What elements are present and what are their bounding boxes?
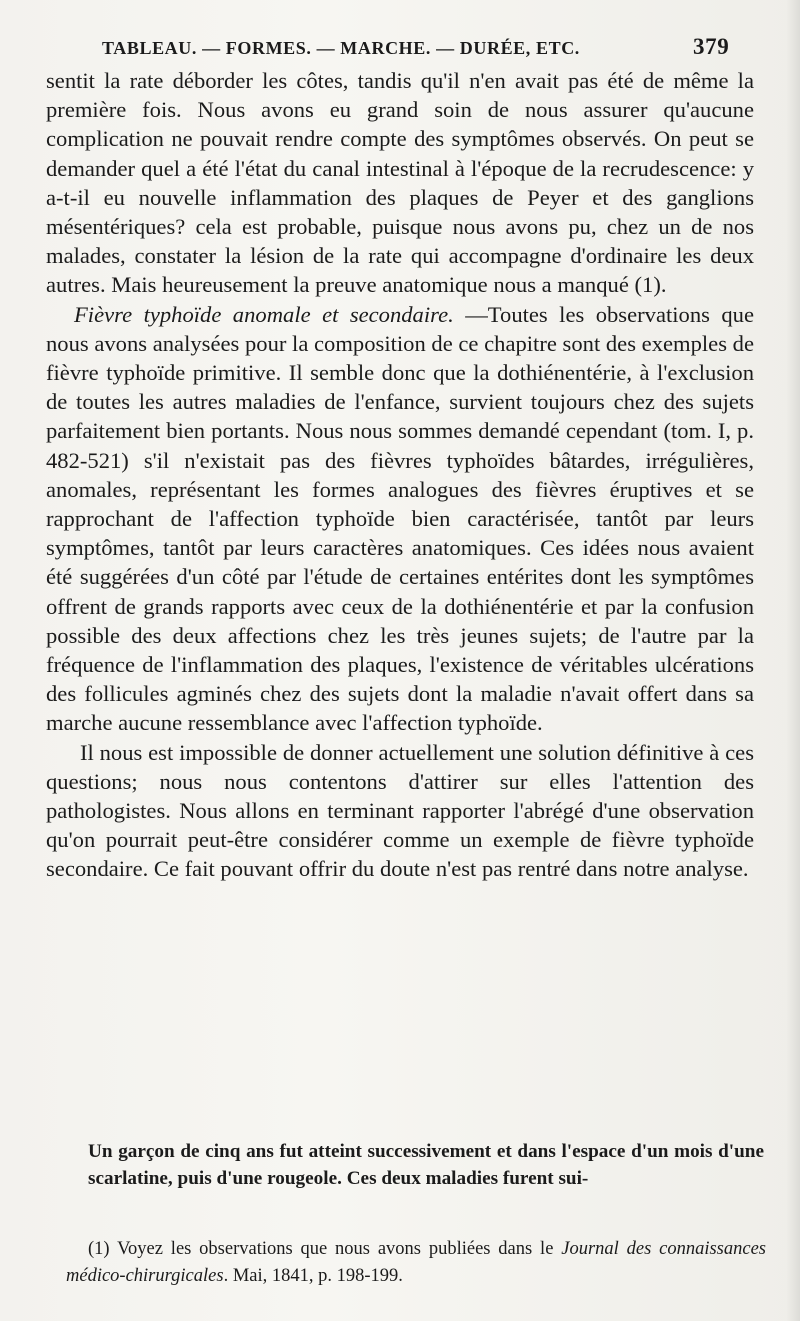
footnote-marker: (1) [88,1239,110,1259]
section-title: Fièvre typhoïde anomale et secondaire. [74,301,454,327]
paragraph-2 [46,300,754,738]
running-title: TABLEAU. — FORMES. — MARCHE. — DURÉE, ETC. [102,38,580,58]
paragraph-1: sentit la rate déborder les côtes, tandis qu'il n'en avait pas été de même la première fois. Nous avons eu grand soin de nous assurer qu'aucune complication ne pouvait rendre compte des symptômes observés. On peut se demander quel a été l'état du canal intestinal à l'époque de la recrudescence: y a-t-il eu nouvelle inflammation des plaques de Peyer et des ganglions mésentériques? cela est probable, puisque nous avons pu, chez un de nos malades, constater la lésion de la rate qui accompagne d'ordinaire les deux autres. Mais heureusement la preuve anatomique nous a manqué (1). [46,68,754,298]
footnote-journal-title: Journal des connaissances médico-chirurgicales [66,1239,766,1286]
observation-text: Un garçon de cinq ans fut atteint successivement et dans l'espace d'un mois d'une scarlatine, puis d'une rougeole. Ces deux maladies furent sui- [88,1141,764,1189]
page-header [0,34,800,64]
observation-block [88,1138,764,1192]
page-number: 379 [693,34,730,59]
footnote-text-before: Voyez les observations que nous avons publiées dans le [109,1239,562,1259]
page-edge-shadow [786,0,800,1321]
footnote [66,1236,766,1290]
footnote-text-after: . Mai, 1841, p. 198-199. [223,1266,403,1286]
main-text [46,66,754,884]
paragraph-2-text: —Toutes les observations que nous avons analysées pour la composition de ce chapitre sont des exemples de fièvre typhoïde primitive. Il semble donc que la dothiénentérie, à l'exclusion de toutes les autres maladies de l'enfance, survient toujours chez des sujets parfaitement bien portants. Nous nous sommes demandé cependant (tom. I, p. 482-521) s'il n'existait pas des fièvres typhoïdes bâtardes, irrégulières, anomales, représentant les formes analogues des fièvres éruptives et se rapprochant de l'affection typhoïde bien caractérisée, tantôt par leurs symptômes, tantôt par leurs caractères anatomiques. Ces idées nous avaient été suggérées d'un côté par l'étude de certaines entérites dont les symptômes offrent de grands rapports avec ceux de la dothiénentérie et par la confusion possible des deux affections chez les très jeunes sujets; de l'autre par la fréquence de l'inflammation des plaques, l'existence de véritables ulcérations des follicules agminés chez des sujets dont la maladie n'avait offert dans sa marche aucune ressemblance avec l'affection typhoïde. [46,301,754,736]
paragraph-3: Il nous est impossible de donner actuellement une solution définitive à ces questions; nous nous contentons d'attirer sur elles l'attention des pathologistes. Nous allons en terminant rapporter l'abrégé d'une observation qu'on pourrait peut-être considérer comme un exemple de fièvre typhoïde secondaire. Ce fait pouvant offrir du doute n'est pas rentré dans notre analyse. [46,739,754,882]
